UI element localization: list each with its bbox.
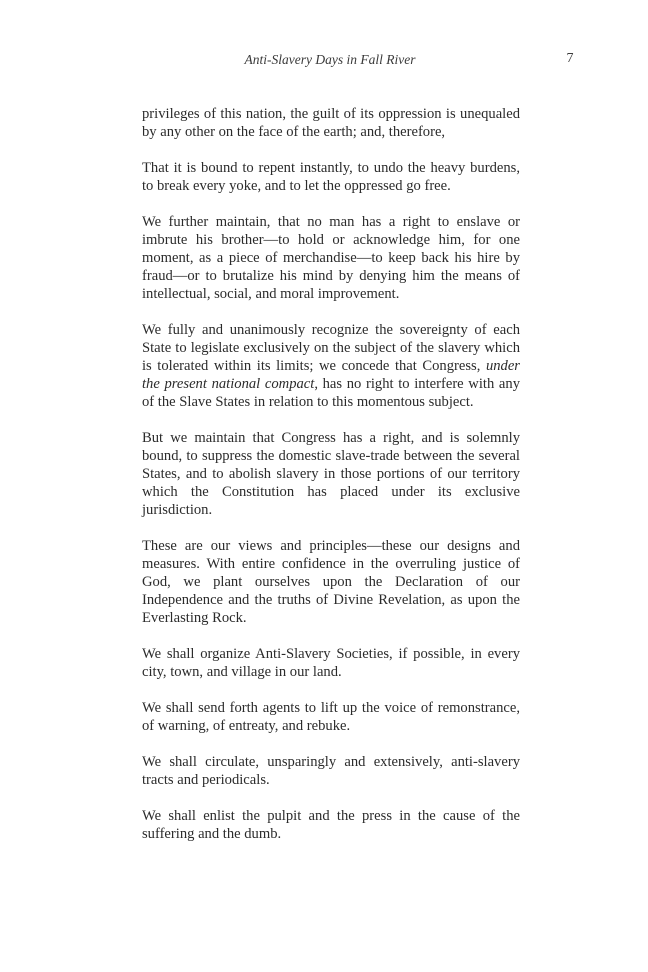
paragraph-send-agents: We shall send forth agents to lift up the voice of remonstrance, of warning, of entreaty, and rebuke.	[142, 700, 520, 734]
paragraph-congress-right: But we maintain that Congress has a right, and is solemnly bound, to suppress the domestic slave-trade between the several States, and to abolish slavery in those portions of our territory which the Constitution has placed under its exclusive jurisdiction.	[142, 430, 520, 518]
sovereignty-text-after: , has no right to interfere with any of the Slave States in relation to this momentous subject.	[142, 376, 520, 410]
paragraph-views-principles: These are our views and principles—these our designs and measures. With entire confidence in the overruling justice of God, we plant ourselves upon the Declaration of our Independence and the truths of Divine Revelation, as upon the Everlasting Rock.	[142, 538, 520, 626]
page-number: 7	[566, 51, 574, 66]
paragraph-enlist-pulpit: We shall enlist the pulpit and the press in the cause of the suffering and the dumb.	[142, 808, 520, 842]
italic-national-compact: under the present national compact	[142, 358, 520, 392]
running-head: Anti-Slavery Days in Fall River	[244, 52, 416, 67]
paragraph-continued-privileges: privileges of this nation, the guilt of its oppression is unequaled by any other on the face of the earth; and, therefore,	[142, 106, 520, 140]
paragraph-repent: That it is bound to repent instantly, to undo the heavy burdens, to break every yoke, and to let the oppressed go free.	[142, 160, 520, 194]
body-text	[142, 105, 520, 861]
paragraph-circulate-tracts: We shall circulate, unsparingly and extensively, anti-slavery tracts and periodicals.	[142, 754, 520, 788]
paragraph-state-sovereignty	[142, 321, 520, 411]
paragraph-no-right-to-enslave: We further maintain, that no man has a right to enslave or imbrute his brother—to hold or acknowledge him, for one moment, as a piece of merchandise—to keep back his hire by fraud—or to brutalize his mind by denying him the means of intellectual, social, and moral improvement.	[142, 214, 520, 302]
paragraph-organize-societies: We shall organize Anti-Slavery Societies, if possible, in every city, town, and village in our land.	[142, 646, 520, 680]
sovereignty-text-before: We fully and unanimously recognize the sovereignty of each State to legislate exclusively on the subject of the slavery which is tolerated within its limits; we concede that Congress,	[142, 322, 520, 374]
